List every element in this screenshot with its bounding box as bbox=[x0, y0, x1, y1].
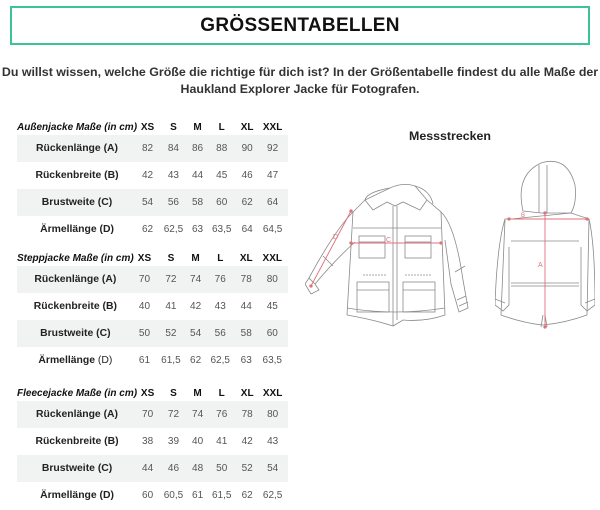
cell: 92 bbox=[257, 135, 288, 162]
cell: 64 bbox=[257, 189, 288, 216]
row-label: Rückenbreite (B) bbox=[35, 436, 119, 447]
cell: 78 bbox=[237, 401, 257, 428]
table-header-row bbox=[17, 251, 288, 266]
size-header-xs: XS bbox=[137, 253, 152, 264]
cell: 54 bbox=[257, 455, 288, 482]
quilted-jacket-size-table bbox=[17, 251, 288, 374]
cell: 60 bbox=[206, 189, 237, 216]
size-header-xs: XS bbox=[140, 122, 155, 133]
row-label-suffix: (D) bbox=[97, 355, 113, 366]
row-label: Ärmellänge (D) bbox=[40, 224, 114, 235]
cell: 41 bbox=[165, 301, 177, 312]
size-header-m: M bbox=[193, 388, 202, 399]
cell: 45 bbox=[216, 170, 228, 181]
cell: 84 bbox=[158, 135, 189, 162]
size-header-m: M bbox=[191, 253, 200, 264]
size-header-l: L bbox=[217, 253, 224, 264]
cell: 76 bbox=[206, 401, 237, 428]
measure-label-back-length: A bbox=[538, 262, 543, 269]
intro-line-1: Du willst wissen, welche Größe die richtige für dich ist? In der Größentabelle findest du alle Maße der bbox=[1, 65, 599, 79]
cell: 47 bbox=[267, 170, 279, 181]
cell: 40 bbox=[192, 436, 204, 447]
table-row bbox=[17, 401, 288, 428]
cell: 58 bbox=[189, 189, 207, 216]
cell: 46 bbox=[158, 455, 189, 482]
cell: 61,5 bbox=[161, 355, 181, 366]
table-header-row bbox=[17, 386, 288, 401]
row-label: Ärmellänge (D) bbox=[40, 490, 114, 501]
front-jacket-illustration bbox=[305, 180, 480, 330]
cell: 90 bbox=[237, 135, 257, 162]
cell: 42 bbox=[190, 301, 202, 312]
cell: 64 bbox=[241, 224, 253, 235]
cell: 44 bbox=[192, 170, 204, 181]
measure-label-back-width: B bbox=[521, 213, 526, 219]
cell: 62 bbox=[190, 355, 202, 366]
cell: 61 bbox=[192, 490, 204, 501]
cell: 63 bbox=[240, 355, 252, 366]
cell: 72 bbox=[155, 266, 186, 293]
table-header-row bbox=[17, 120, 288, 135]
cell: 43 bbox=[267, 436, 279, 447]
table-row bbox=[17, 482, 288, 509]
row-label: Rückenlänge (A) bbox=[17, 401, 137, 428]
size-header-l: L bbox=[218, 122, 225, 133]
table-row bbox=[17, 320, 288, 347]
cell: 45 bbox=[266, 301, 278, 312]
cell: 63,5 bbox=[262, 355, 282, 366]
table-row bbox=[17, 216, 288, 243]
cell: 58 bbox=[236, 320, 257, 347]
cell: 41 bbox=[216, 436, 228, 447]
cell: 56 bbox=[205, 320, 236, 347]
cell: 60 bbox=[257, 320, 288, 347]
size-header-xxl: XXL bbox=[262, 253, 282, 264]
row-label bbox=[17, 347, 134, 374]
cell: 42 bbox=[241, 436, 253, 447]
cell: 46 bbox=[241, 170, 253, 181]
size-header-xl: XL bbox=[240, 388, 254, 399]
row-label: Brustweite (C) bbox=[17, 189, 137, 216]
cell: 78 bbox=[236, 266, 257, 293]
row-label: Brustweite (C) bbox=[17, 455, 137, 482]
table-row bbox=[17, 189, 288, 216]
cell: 74 bbox=[189, 401, 207, 428]
table-row bbox=[17, 135, 288, 162]
cell: 60 bbox=[142, 490, 154, 501]
row-label: Rückenlänge (A) bbox=[17, 135, 137, 162]
size-header-s: S bbox=[167, 253, 175, 264]
cell: 42 bbox=[141, 170, 154, 181]
cell: 50 bbox=[134, 320, 156, 347]
size-header-s: S bbox=[170, 388, 177, 399]
measure-label-sleeve: D bbox=[333, 234, 339, 241]
outer-jacket-size-table bbox=[17, 120, 288, 243]
size-header-s: S bbox=[170, 122, 177, 133]
cell: 62,5 bbox=[262, 490, 283, 501]
cell: 54 bbox=[137, 189, 158, 216]
cell: 54 bbox=[187, 320, 205, 347]
cell: 44 bbox=[137, 455, 158, 482]
cell: 40 bbox=[138, 301, 151, 312]
cell: 62 bbox=[237, 189, 257, 216]
diagram-title: Messstrecken bbox=[409, 129, 491, 143]
cell: 52 bbox=[155, 320, 186, 347]
size-header-m: M bbox=[193, 122, 202, 133]
cell: 74 bbox=[187, 266, 205, 293]
row-label: Rückenbreite (B) bbox=[35, 170, 119, 181]
size-header-l: L bbox=[218, 388, 225, 399]
table-caption: Fleecejacke Maße (in cm) bbox=[17, 388, 138, 399]
size-header-xxl: XXL bbox=[262, 122, 283, 133]
cell: 80 bbox=[257, 401, 288, 428]
cell: 44 bbox=[240, 301, 252, 312]
cell: 56 bbox=[158, 189, 189, 216]
row-label-main: Ärmellänge bbox=[38, 355, 95, 366]
cell: 48 bbox=[189, 455, 207, 482]
cell: 86 bbox=[189, 135, 207, 162]
size-header-xs: XS bbox=[140, 388, 155, 399]
cell: 64,5 bbox=[262, 224, 283, 235]
cell: 43 bbox=[214, 301, 226, 312]
intro-line-2: Haukland Explorer Jacke für Fotografen. bbox=[180, 82, 420, 96]
table-row bbox=[17, 266, 288, 293]
cell: 43 bbox=[167, 170, 179, 181]
cell: 50 bbox=[206, 455, 237, 482]
table-caption: Außenjacke Maße (in cm) bbox=[17, 122, 138, 133]
back-jacket-illustration bbox=[495, 155, 595, 335]
intro-text bbox=[0, 64, 600, 98]
fleece-jacket-size-table bbox=[17, 386, 288, 509]
cell: 38 bbox=[142, 436, 154, 447]
cell: 72 bbox=[158, 401, 189, 428]
cell: 62,5 bbox=[163, 224, 184, 235]
cell: 61,5 bbox=[212, 490, 232, 501]
cell: 70 bbox=[137, 401, 158, 428]
cell: 76 bbox=[205, 266, 236, 293]
table-row bbox=[17, 428, 288, 455]
row-label: Rückenlänge (A) bbox=[17, 266, 134, 293]
row-label: Rückenbreite (B) bbox=[33, 301, 117, 312]
table-row bbox=[17, 455, 288, 482]
size-header-xl: XL bbox=[240, 122, 254, 133]
title-box bbox=[10, 6, 590, 45]
cell: 80 bbox=[257, 266, 288, 293]
table-row bbox=[17, 293, 288, 320]
cell: 63 bbox=[192, 224, 204, 235]
cell: 62,5 bbox=[210, 355, 230, 366]
row-label: Brustweite (C) bbox=[17, 320, 134, 347]
size-header-xl: XL bbox=[239, 253, 253, 264]
cell: 52 bbox=[237, 455, 257, 482]
measure-label-chest: C bbox=[386, 237, 392, 244]
table-row bbox=[17, 162, 288, 189]
page-title: GRÖSSENTABELLEN bbox=[200, 14, 400, 36]
cell: 82 bbox=[137, 135, 158, 162]
cell: 62 bbox=[241, 490, 253, 501]
cell: 63,5 bbox=[211, 224, 232, 235]
cell: 70 bbox=[134, 266, 156, 293]
size-header-xxl: XXL bbox=[262, 388, 283, 399]
table-row bbox=[17, 347, 288, 374]
cell: 60,5 bbox=[163, 490, 184, 501]
cell: 62 bbox=[141, 224, 154, 235]
cell: 39 bbox=[167, 436, 180, 447]
table-caption: Steppjacke Maße (in cm) bbox=[17, 253, 134, 264]
cell: 61 bbox=[138, 355, 151, 366]
cell: 88 bbox=[206, 135, 237, 162]
